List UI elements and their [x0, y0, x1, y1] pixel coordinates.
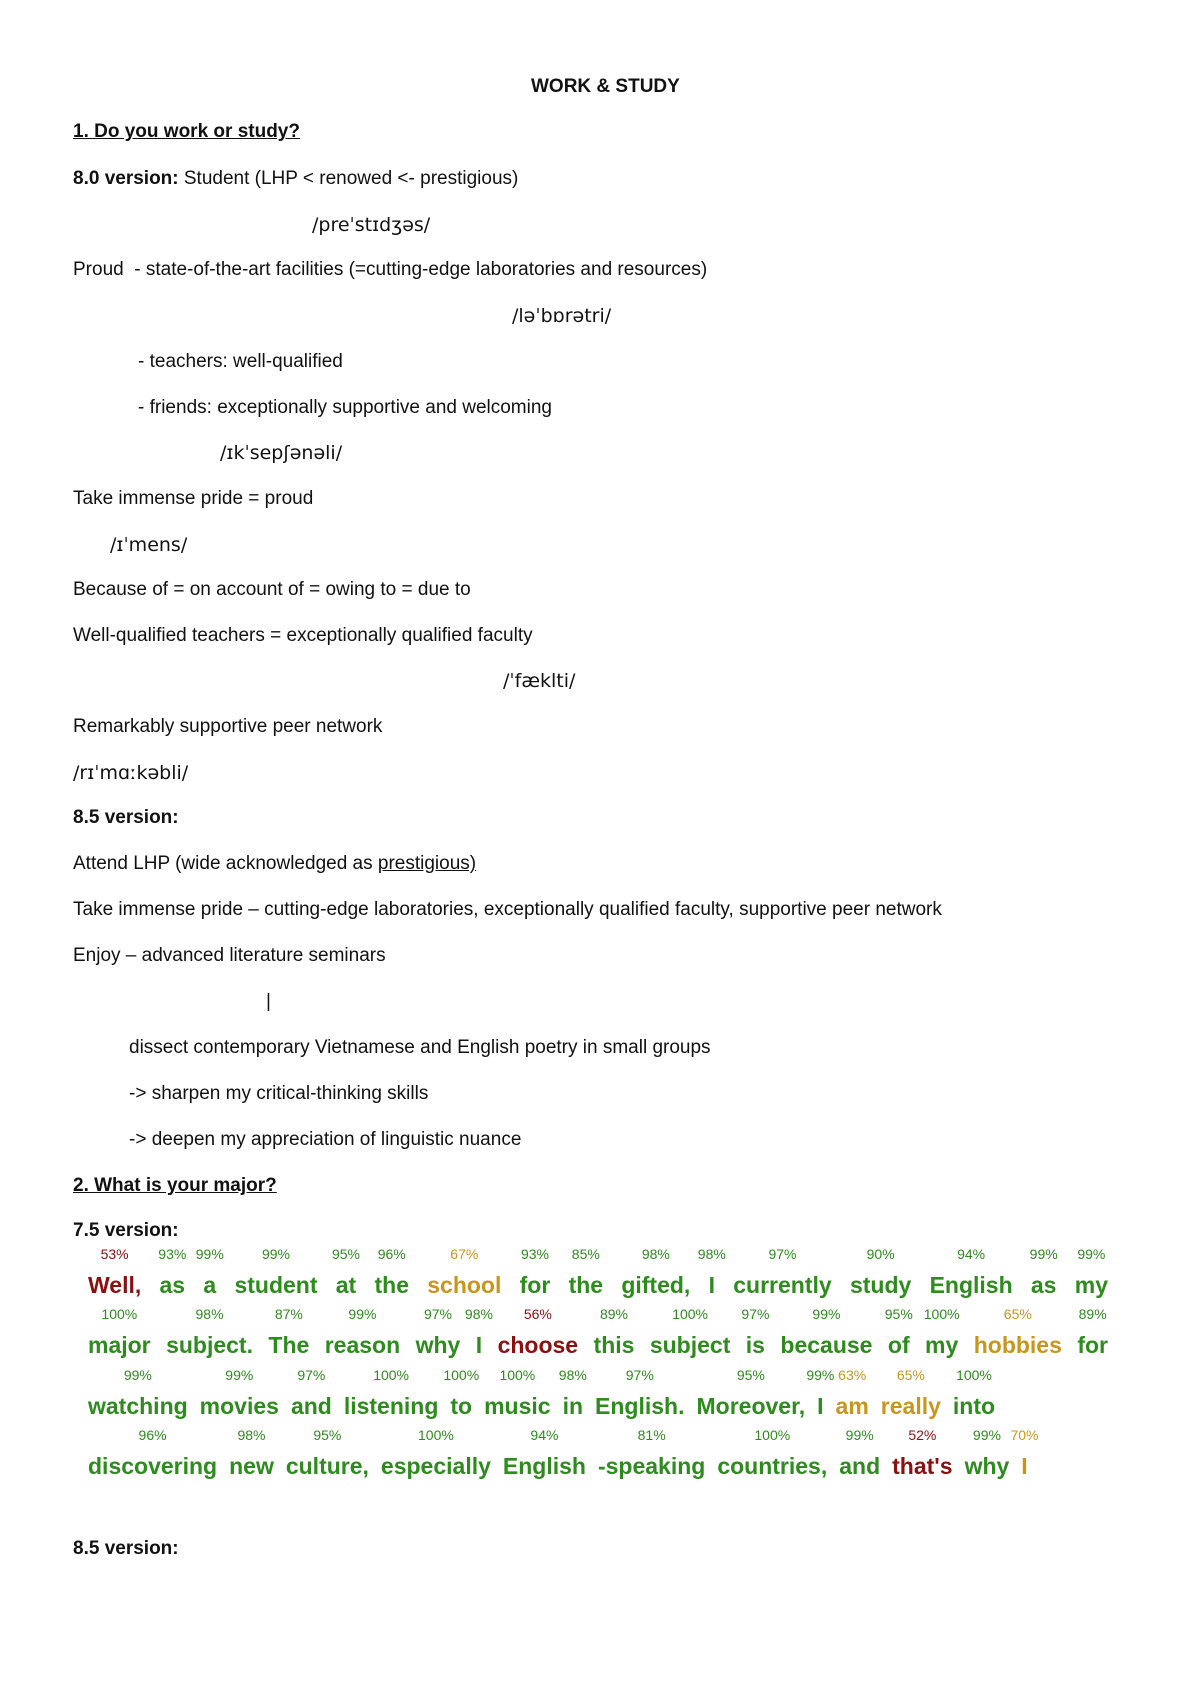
transcript-word: and — [290, 1393, 332, 1419]
transcript-word: is — [745, 1332, 765, 1358]
transcript-line — [88, 1449, 1108, 1483]
transcript-word: gifted, — [621, 1272, 691, 1298]
score-row — [88, 1304, 1108, 1324]
pipe-connector: | — [266, 991, 271, 1012]
transcript-word: as — [159, 1272, 186, 1298]
word-score: 53% — [100, 1246, 129, 1262]
transcript-word: hobbies — [973, 1332, 1062, 1358]
transcript-word: as — [1030, 1272, 1057, 1298]
word-score: 96% — [377, 1246, 406, 1262]
word-score: 98% — [641, 1246, 670, 1262]
transcript-word: in — [562, 1393, 584, 1419]
transcript-word: for — [1077, 1332, 1108, 1358]
transcript-word: that's — [892, 1453, 953, 1479]
transcript-word: I — [708, 1272, 715, 1298]
score-row — [88, 1365, 1108, 1385]
ipa-immense: /ɪˈmens/ — [110, 534, 188, 556]
word-score: 95% — [313, 1427, 342, 1443]
enjoy-line: Enjoy – advanced literature seminars — [73, 945, 386, 966]
transcript-word: English — [929, 1272, 1013, 1298]
transcript-word: school — [427, 1272, 502, 1298]
word-score: 98% — [558, 1367, 587, 1383]
transcript-word: I — [817, 1393, 824, 1419]
word-score: 89% — [1078, 1306, 1107, 1322]
word-score: 100% — [373, 1367, 410, 1383]
transcript-word: major — [88, 1332, 151, 1358]
word-score: 56% — [523, 1306, 552, 1322]
transcript-word: watching — [88, 1393, 188, 1419]
word-score: 97% — [625, 1367, 654, 1383]
word-score: 97% — [423, 1306, 452, 1322]
word-score: 63% — [838, 1367, 867, 1383]
word-score: 99% — [845, 1427, 874, 1443]
transcript-word: discovering — [88, 1453, 218, 1479]
question-2-heading: 2. What is your major? — [73, 1175, 277, 1196]
transcript-word: really — [880, 1393, 941, 1419]
transcript-word: am — [835, 1393, 869, 1419]
q1-v85-label: 8.5 version: — [73, 807, 179, 828]
word-score: 98% — [237, 1427, 266, 1443]
word-score: 70% — [1010, 1427, 1039, 1443]
transcript-word: for — [519, 1272, 551, 1298]
word-score: 90% — [866, 1246, 895, 1262]
word-score: 98% — [697, 1246, 726, 1262]
transcript-word: English — [502, 1453, 586, 1479]
v80-text: Student (LHP < renowed <- prestigious) — [178, 168, 519, 189]
transcript-word: culture, — [285, 1453, 369, 1479]
ipa-faculty: /ˈfæklti/ — [503, 670, 576, 692]
word-score: 87% — [274, 1306, 303, 1322]
word-score: 93% — [520, 1246, 549, 1262]
dissect-line: dissect contemporary Vietnamese and English poetry in small groups — [129, 1037, 711, 1058]
word-score: 99% — [1029, 1246, 1058, 1262]
page-title: WORK & STUDY — [531, 76, 680, 97]
transcript-line — [88, 1328, 1108, 1362]
transcript-word: my — [1074, 1272, 1108, 1298]
transcript-word: study — [849, 1272, 912, 1298]
transcript-word: into — [952, 1393, 996, 1419]
transcript-word: especially — [380, 1453, 491, 1479]
transcript-word: my — [925, 1332, 959, 1358]
well-qualified-line: Well-qualified teachers = exceptionally qualified faculty — [73, 625, 533, 646]
word-score: 99% — [195, 1246, 224, 1262]
transcript-line — [88, 1268, 1108, 1302]
v80-line — [73, 167, 518, 191]
sharpen-line: -> sharpen my critical-thinking skills — [129, 1083, 429, 1104]
word-score: 97% — [297, 1367, 326, 1383]
word-score: 95% — [331, 1246, 360, 1262]
word-score: 96% — [138, 1427, 167, 1443]
transcript-word: choose — [497, 1332, 579, 1358]
word-score: 52% — [908, 1427, 937, 1443]
transcript-word: English. — [595, 1393, 685, 1419]
remarkably-line: Remarkably supportive peer network — [73, 716, 383, 737]
q2-v75-label: 7.5 version: — [73, 1220, 179, 1241]
word-score: 100% — [956, 1367, 992, 1383]
transcript-word: this — [593, 1332, 635, 1358]
transcript-word: listening — [343, 1393, 439, 1419]
ipa-prestigious: /preˈstɪdʒəs/ — [312, 214, 431, 236]
transcript-word: why — [964, 1453, 1010, 1479]
word-score: 95% — [736, 1367, 765, 1383]
because-of-line: Because of = on account of = owing to = due to — [73, 579, 471, 600]
transcript-word: subject. — [166, 1332, 253, 1358]
ipa-exceptionally: /ɪkˈsepʃənəli/ — [220, 442, 343, 464]
word-score: 100% — [499, 1367, 536, 1383]
word-score: 100% — [672, 1306, 709, 1322]
transcript-word: music — [484, 1393, 551, 1419]
ipa-remarkably: /rɪˈmɑːkəbli/ — [73, 762, 189, 784]
word-score: 99% — [806, 1367, 835, 1383]
word-score: 100% — [101, 1306, 138, 1322]
attend-line — [73, 852, 476, 876]
transcript-word: Moreover, — [696, 1393, 806, 1419]
word-score: 97% — [768, 1246, 797, 1262]
word-score: 99% — [225, 1367, 254, 1383]
transcript-word: new — [229, 1453, 274, 1479]
word-score: 97% — [741, 1306, 770, 1322]
friends-line: - friends: exceptionally supportive and welcoming — [138, 397, 552, 418]
word-score: 99% — [123, 1367, 152, 1383]
transcript-word: subject — [649, 1332, 731, 1358]
word-score: 98% — [195, 1306, 224, 1322]
word-score: 99% — [261, 1246, 290, 1262]
word-score: 65% — [896, 1367, 925, 1383]
transcript-word: movies — [199, 1393, 279, 1419]
transcript-word: Well, — [88, 1272, 142, 1298]
transcript-word: reason — [324, 1332, 401, 1358]
word-score: 93% — [158, 1246, 187, 1262]
attend-underlined: prestigious) — [377, 853, 477, 874]
word-score: 100% — [754, 1427, 791, 1443]
score-row — [88, 1425, 1108, 1445]
transcript-word: I — [475, 1332, 483, 1358]
transcript-line — [88, 1389, 1108, 1423]
proud-line: Proud - state-of-the-art facilities (=cutting-edge laboratories and resources) — [73, 259, 708, 280]
transcript-word: of — [887, 1332, 910, 1358]
transcript-word: because — [780, 1332, 873, 1358]
transcript-word: the — [374, 1272, 409, 1298]
ipa-laboratory: /ləˈbɒrətri/ — [512, 305, 612, 327]
transcript-word: countries, — [717, 1453, 828, 1479]
word-score: 100% — [418, 1427, 454, 1443]
transcript-word: The — [268, 1332, 310, 1358]
word-score: 89% — [599, 1306, 628, 1322]
word-score: 94% — [530, 1427, 559, 1443]
transcript-word: -speaking — [597, 1453, 706, 1479]
deepen-line: -> deepen my appreciation of linguistic nuance — [129, 1129, 522, 1150]
attend-text: Attend LHP (wide acknowledged as — [73, 853, 378, 874]
transcript-word: and — [839, 1453, 881, 1479]
transcript-word: student — [234, 1272, 318, 1298]
word-score: 65% — [1003, 1306, 1032, 1322]
score-row — [88, 1244, 1108, 1264]
q2-v85-label: 8.5 version: — [73, 1538, 179, 1559]
take-pride-85-line: Take immense pride – cutting-edge laboratories, exceptionally qualified faculty, supportive peer network — [73, 899, 942, 920]
word-score: 99% — [812, 1306, 841, 1322]
word-score: 95% — [884, 1306, 913, 1322]
word-score: 98% — [464, 1306, 493, 1322]
transcript-word: to — [450, 1393, 473, 1419]
word-score: 81% — [637, 1427, 666, 1443]
word-score: 99% — [348, 1306, 377, 1322]
transcript-word: the — [568, 1272, 604, 1298]
transcript-word: at — [335, 1272, 357, 1298]
transcript-word: why — [415, 1332, 461, 1358]
transcript-word: I — [1021, 1453, 1028, 1479]
word-score: 85% — [571, 1246, 600, 1262]
question-1-heading: 1. Do you work or study? — [73, 121, 300, 142]
word-score: 99% — [1077, 1246, 1106, 1262]
transcript-word: currently — [733, 1272, 832, 1298]
word-score: 100% — [443, 1367, 480, 1383]
word-score: 94% — [957, 1246, 986, 1262]
v80-label: 8.0 version: — [73, 168, 179, 189]
word-score: 99% — [972, 1427, 1001, 1443]
word-score: 67% — [450, 1246, 479, 1262]
take-pride-line: Take immense pride = proud — [73, 488, 314, 509]
word-score: 100% — [923, 1306, 960, 1322]
transcript-word: a — [203, 1272, 217, 1298]
teachers-line: - teachers: well-qualified — [138, 351, 343, 372]
